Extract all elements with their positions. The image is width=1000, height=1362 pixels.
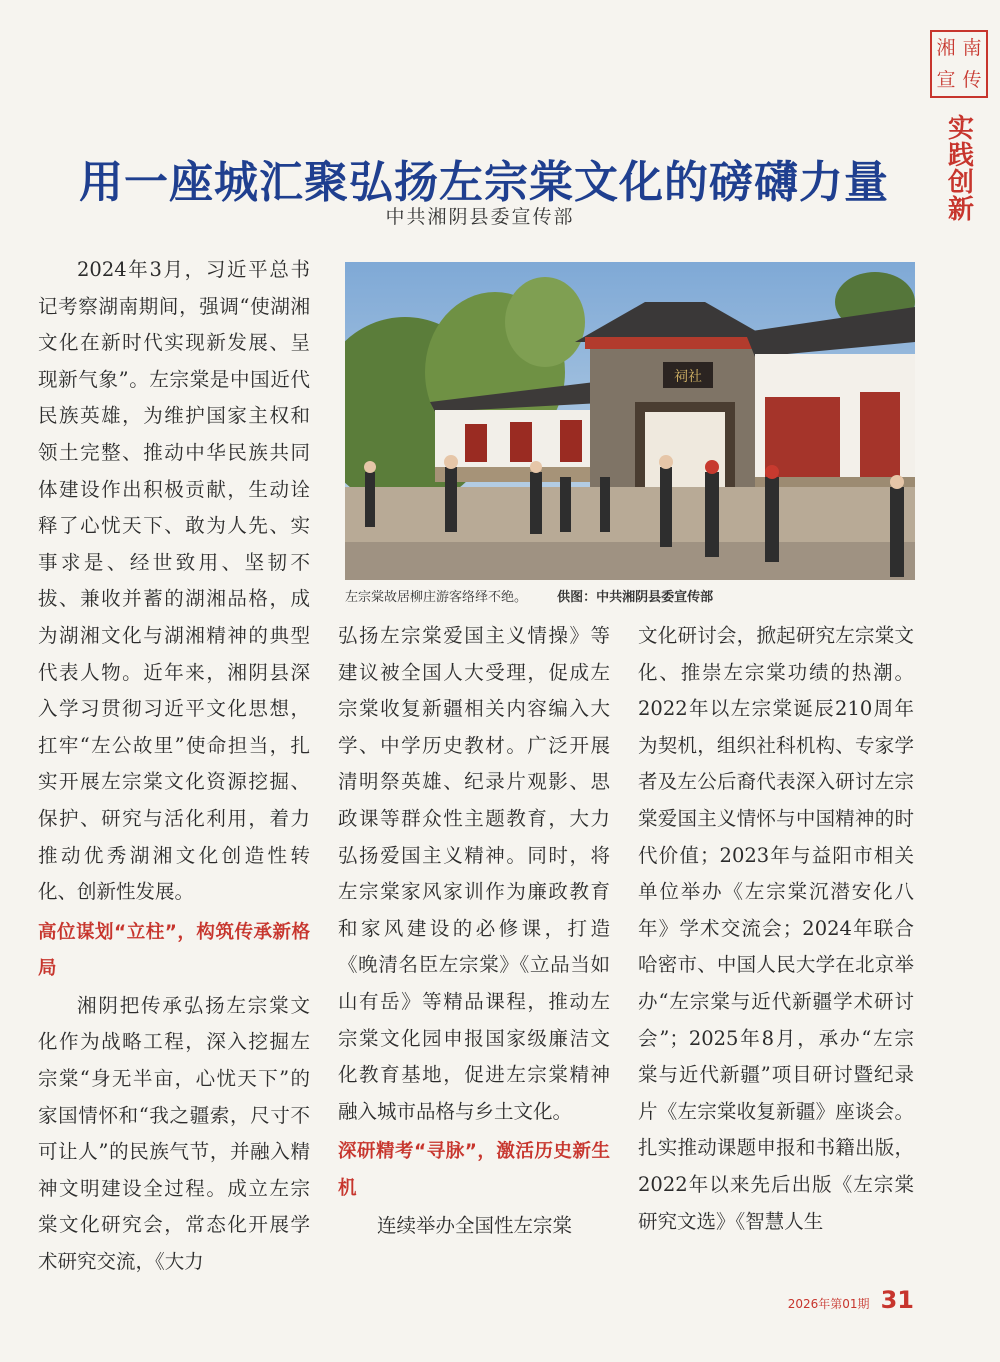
logo-char: 南 (962, 37, 982, 59)
photo-caption (345, 586, 915, 605)
section-tag: 实践创新 (947, 114, 974, 225)
issue-number: 2026年第01期 (787, 1297, 870, 1311)
logo-char: 传 (962, 69, 982, 91)
article-byline: 中共湘阴县委宣传部 (385, 206, 575, 228)
photo-credit: 供图：中共湘阴县委宣传部 (557, 590, 714, 605)
column-3 (638, 618, 914, 1240)
former-residence-illustration (345, 262, 915, 580)
section-heading: 高位谋划“立柱”，构筑传承新格局 (38, 921, 310, 980)
logo-char: 宣 (936, 69, 956, 91)
gate-sign-text: 祠社 (674, 369, 702, 385)
body-paragraph: 连续举办全国性左宗棠 (377, 1213, 573, 1237)
caption-text: 左宗棠故居柳庄游客络绎不绝。 (345, 590, 528, 605)
article-title: 用一座城汇聚弘扬左宗棠文化的磅礴力量 (79, 157, 889, 209)
body-paragraph: 弘扬左宗棠爱国主义情操》等建议被全国人大受理，促成左宗棠收复新疆相关内容编入大学、中学历史教材。广泛开展清明祭英雄、纪录片观影、思政课等群众性主题教育，大力弘扬爱国主义精神。同时，将左宗棠家风家训作为廉政教育和家风建设的必修课，打造《晚清名臣左宗棠》《立品当如山有岳》等精品课程，推动左宗棠文化园申报国家级廉洁文化教育基地，促进左宗棠精神融入城市品格与乡土文化。 (338, 624, 610, 1123)
magazine-logo (930, 30, 988, 98)
page-number: 31 (880, 1286, 914, 1314)
body-paragraph: 文化研讨会，掀起研究左宗棠文化、推崇左宗棠功绩的热潮。2022年以左宗棠诞辰210周年为契机，组织社科机构、专家学者及左公后裔代表深入研讨左宗棠爱国主义情怀与中国精神的时代价值；2023年与益阳市相关单位举办《左宗棠沉潜安化八年》学术交流会；2024年联合哈密市、中国人民大学在北京举办“左宗棠与近代新疆学术研讨会”；2025年8月，承办“左宗棠与近代新疆”项目研讨暨纪录片《左宗棠收复新疆》座谈会。扎实推动课题申报和书籍出版，2022年以来先后出版《左宗棠研究文选》《智慧人生 (638, 624, 914, 1233)
intro-paragraph: 2024年3月，习近平总书记考察湖南期间，强调“使湖湘文化在新时代实现新发展、呈现新气象”。左宗棠是中国近代民族英雄，为维护国家主权和领土完整、推动中华民族共同体建设作出积极贡献，生动诠释了心忧天下、敢为人先、实事求是、经世致用、坚韧不拔、兼收并蓄的湖湘品格，成为湖湘文化与湖湘精神的典型代表人物。近年来，湘阴县深入学习贯彻习近平文化思想，扛牢“左公故里”使命担当，扎实开展左宗棠文化资源挖掘、保护、研究与活化利用，着力推动优秀湖湘文化创造性转化、创新性发展。 (38, 258, 310, 904)
article-photo (345, 262, 915, 580)
body-paragraph: 湘阴把传承弘扬左宗棠文化作为战略工程，深入挖掘左宗棠“身无半亩，心忧天下”的家国情怀和“我之疆索，尺寸不可让人”的民族气节，并融入精神文明建设全过程。成立左宗棠文化研究会，常态化开展学术研究交流，《大力 (38, 993, 310, 1274)
column-1 (38, 252, 310, 1281)
page-footer (700, 1286, 914, 1314)
section-heading: 深研精考“寻脉”，激活历史新生机 (338, 1141, 610, 1199)
logo-char: 湘 (936, 37, 956, 59)
column-2 (338, 618, 610, 1244)
